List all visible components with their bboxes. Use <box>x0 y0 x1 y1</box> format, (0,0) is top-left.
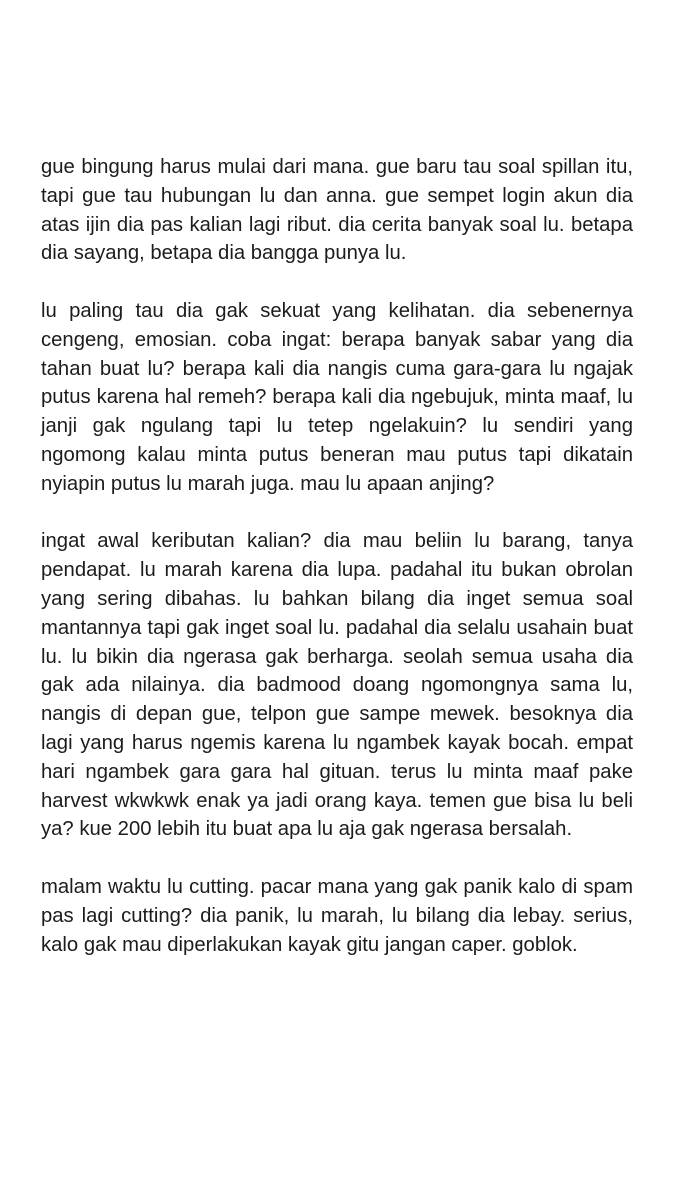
paragraph-1: gue bingung harus mulai dari mana. gue baru tau soal spillan itu, tapi gue tau hubungan lu dan anna. gue sempet login akun dia atas ijin dia pas kalian lagi ribut. dia cerita banyak soal lu. betapa dia sayang, betapa dia bangga punya lu. <box>41 156 633 265</box>
paragraph-4: malam waktu lu cutting. pacar mana yang gak panik kalo di spam pas lagi cutting? dia panik, lu marah, lu bilang dia lebay. serius, kalo gak mau diperlakukan kayak gitu jangan caper. goblok. <box>41 875 633 956</box>
letter-body <box>41 153 633 988</box>
paragraph-3: ingat awal keributan kalian? dia mau beliin lu barang, tanya pendapat. lu marah karena dia lupa. padahal itu bukan obrolan yang sering dibahas. lu bahkan bilang dia inget semua soal mantannya tapi gak inget soal lu. padahal dia selalu usahain buat lu. lu bikin dia ngerasa gak berharga. seolah semua usaha dia gak ada nilainya. dia badmood doang ngomongnya sama lu, nangis di depan gue, telpon gue sampe mewek. besoknya dia lagi yang harus ngemis karena lu ngambek kayak bocah. empat hari ngambek gara gara hal gituan. terus lu minta maaf pake harvest wkwkwk enak ya jadi orang kaya. temen gue bisa lu beli ya? kue 200 lebih itu buat apa lu aja gak ngerasa bersalah. <box>41 530 633 841</box>
paragraph-2: lu paling tau dia gak sekuat yang kelihatan. dia sebenernya cengeng, emosian. coba ingat: berapa banyak sabar yang dia tahan buat lu? berapa kali dia nangis cuma gara-gara lu ngajak putus karena hal remeh? berapa kali dia ngebujuk, minta maaf, lu janji gak ngulang tapi lu tetep ngelakuin? lu sendiri yang ngomong kalau minta putus beneran mau putus tapi dikatain nyiapin putus lu marah juga. mau lu apaan anjing? <box>41 299 633 495</box>
